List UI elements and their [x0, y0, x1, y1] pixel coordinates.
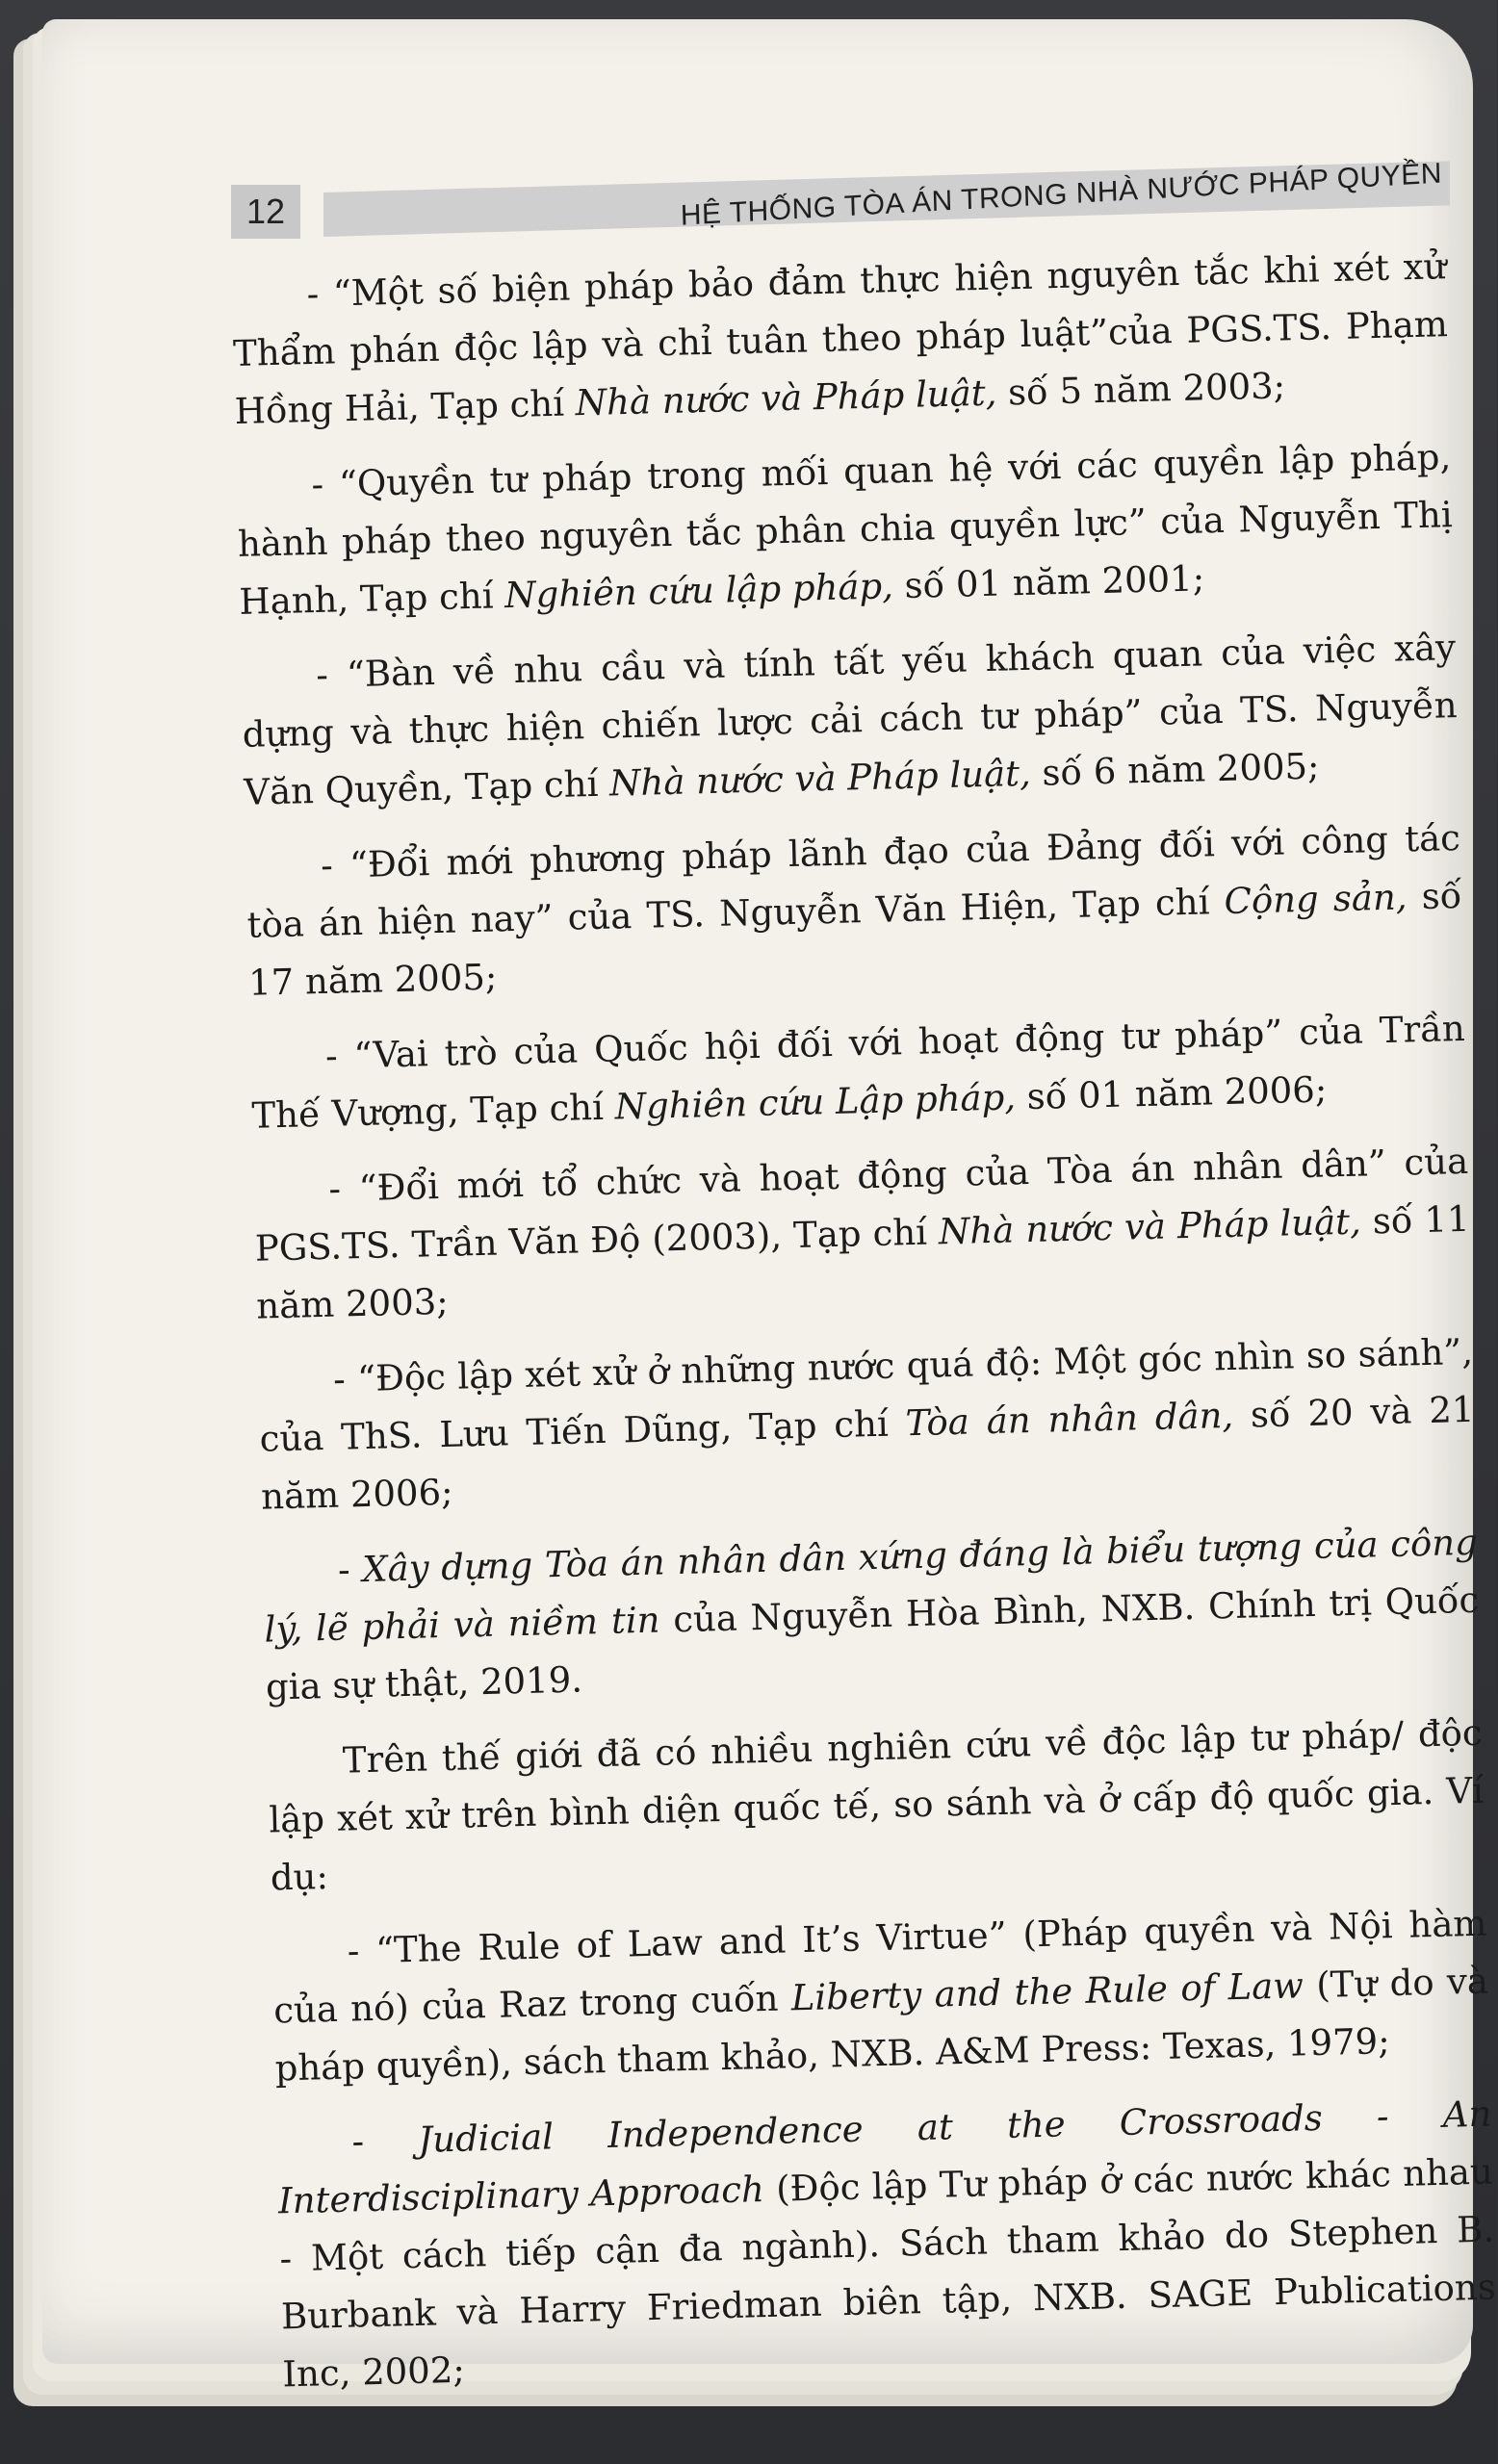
paragraph: - Judicial Independence at the Crossroads - An Interdisciplinary Approach (Độc lập Tư pháp ở các nước khác nhau - Một cách tiếp cận đa ngành). Sách tham khảo do Stephen B. Burbank và Harry Friedman biên tập, NXB. SAGE Publications Inc, 2002;	[277, 2092, 1497, 2396]
paragraph: - “Đổi mới tổ chức và hoạt động của Tòa án nhân dân” của PGS.TS. Trần Văn Độ (2003), Tạp chí Nhà nước và Pháp luật, số 11 năm 2003;	[254, 1140, 1471, 1327]
header-bar	[323, 157, 1450, 237]
book-page	[42, 19, 1497, 2396]
paragraph: - “Vai trò của Quốc hội đối với hoạt động tư pháp” của Trần Thế Vượng, Tạp chí Nghiên cứu Lập pháp, số 01 năm 2006;	[251, 1007, 1466, 1137]
paragraph: - “Độc lập xét xử ở những nước quá độ: Một góc nhìn so sánh”, của ThS. Lưu Tiến Dũng, Tạp chí Tòa án nhân dân, số 20 và 21 năm 2006;	[259, 1330, 1475, 1518]
paragraph: - “Quyền tư pháp trong mối quan hệ với các quyền lập pháp, hành pháp theo nguyên tắc phân chia quyền lực” của Nguyễn Thị Hạnh, Tạp chí Nghiên cứu lập pháp, số 01 năm 2001;	[237, 436, 1454, 623]
page-number: 12	[231, 185, 300, 239]
page-body	[231, 238, 1498, 2421]
running-title: HỆ THỐNG TÒA ÁN TRONG NHÀ NƯỚC PHÁP QUYỀN	[679, 157, 1442, 232]
paragraph: - “Bàn về nhu cầu và tính tất yếu khách quan của việc xây dựng và thực hiện chiến lược cải cách tư pháp” của TS. Nguyễn Văn Quyền, Tạp chí Nhà nước và Pháp luật, số 6 năm 2005;	[242, 627, 1459, 813]
paragraph: - “Một số biện pháp bảo đảm thực hiện nguyên tắc khi xét xử Thẩm phán độc lập và chỉ tuân theo pháp luật”của PGS.TS. Phạm Hồng Hải, Tạp chí Nhà nước và Pháp luật, số 5 năm 2003;	[232, 245, 1449, 432]
paragraph: - “The Rule of Law and It’s Virtue” (Pháp quyền và Nội hàm của nó) của Raz trong cuốn Liberty and the Rule of Law (Tự do và pháp quyền), sách tham khảo, NXB. A&M Press: Texas, 1979;	[272, 1902, 1489, 2090]
paragraph: Trên thế giới đã có nhiều nghiên cứu về độc lập tư pháp/ độc lập xét xử trên bình diện quốc tế, so sánh và ở cấp độ quốc gia. Ví dụ:	[268, 1711, 1485, 1899]
paragraph: - Xây dựng Tòa án nhân dân xứng đáng là biểu tượng của công lý, lẽ phải và niềm tin của Nguyễn Hòa Bình, NXB. Chính trị Quốc gia sự thật, 2019.	[264, 1521, 1480, 1708]
paragraph: - “Đổi mới phương pháp lãnh đạo của Đảng đối với công tác tòa án hiện nay” của TS. Nguyễn Văn Hiện, Tạp chí Cộng sản, số 17 năm 2005;	[246, 816, 1462, 1004]
page-header	[231, 157, 1463, 241]
